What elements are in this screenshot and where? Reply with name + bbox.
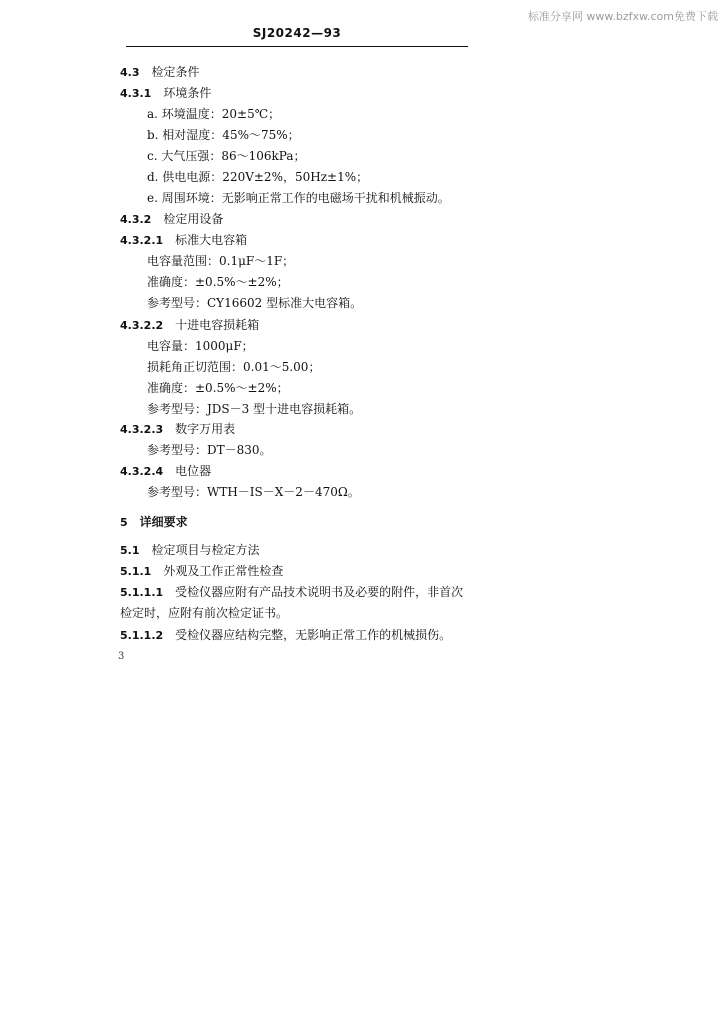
section-5	[120, 514, 188, 531]
loss-accuracy: 准确度：±0.5%～±2%；	[147, 381, 289, 395]
clause-text: 受检仪器应附有产品技术说明书及必要的附件，非首次	[175, 585, 464, 599]
section-number: 5	[120, 516, 128, 529]
section-4-3-2-1	[120, 232, 247, 249]
section-number: 4.3	[120, 66, 140, 79]
section-4-3-2	[120, 211, 223, 228]
section-title: 标准大电容箱	[175, 233, 248, 247]
env-item-e: e. 周围环境：无影响正常工作的电磁场干扰和机械振动。	[147, 191, 450, 205]
section-number: 5.1.1.1	[120, 586, 164, 599]
section-title: 数字万用表	[175, 422, 236, 436]
clause-5-1-1-2	[120, 627, 451, 644]
section-number: 4.3.2	[120, 213, 152, 226]
section-title: 检定条件	[151, 65, 200, 79]
loss-capacity: 电容量：1000μF；	[147, 339, 254, 353]
cap-range: 电容量范围：0.1μF～1F；	[147, 254, 295, 268]
pot-model: 参考型号：WTH－IS－X－2－470Ω。	[147, 485, 360, 499]
header-rule	[126, 46, 468, 47]
loss-model: 参考型号：JDS－3 型十进电容损耗箱。	[147, 402, 362, 416]
section-5-1	[120, 542, 260, 559]
section-number: 4.3.2.4	[120, 465, 164, 478]
page-header	[126, 26, 468, 47]
section-number: 5.1.1	[120, 565, 152, 578]
env-item-a: a. 环境温度：20±5℃；	[147, 107, 281, 121]
section-number: 4.3.1	[120, 87, 152, 100]
section-title: 电位器	[175, 464, 212, 478]
section-title: 详细要求	[139, 515, 188, 529]
section-5-1-1	[120, 563, 283, 580]
section-number: 5.1	[120, 544, 140, 557]
section-title: 十进电容损耗箱	[175, 318, 260, 332]
watermark: 标准分享网 www.bzfxw.com免费下载	[527, 10, 718, 23]
clause-5-1-1-1-continued: 检定时，应附有前次检定证书。	[120, 606, 289, 620]
section-4-3-2-2	[120, 317, 259, 334]
page-number: 3	[118, 651, 125, 662]
section-4-3-2-3	[120, 421, 235, 438]
env-item-d: d. 供电电源：220V±2%，50Hz±1%；	[147, 170, 369, 184]
section-number: 4.3.2.1	[120, 234, 164, 247]
section-number: 5.1.1.2	[120, 629, 164, 642]
loss-tangent-range: 损耗角正切范围：0.01～5.00；	[147, 360, 321, 374]
clause-5-1-1-1	[120, 584, 463, 601]
section-title: 外观及工作正常性检查	[163, 564, 284, 578]
section-title: 检定用设备	[163, 212, 224, 226]
section-title: 检定项目与检定方法	[151, 543, 260, 557]
meter-model: 参考型号：DT－830。	[147, 443, 272, 457]
section-4-3-2-4	[120, 463, 211, 480]
standard-code: SJ20242—93	[252, 26, 342, 40]
section-number: 4.3.2.2	[120, 319, 164, 332]
cap-model: 参考型号：CY16602 型标准大电容箱。	[147, 296, 363, 310]
clause-text: 受检仪器应结构完整，无影响正常工作的机械损伤。	[175, 628, 452, 642]
env-item-b: b. 相对湿度：45%～75%；	[147, 128, 300, 142]
section-number: 4.3.2.3	[120, 423, 164, 436]
section-4-3-1	[120, 85, 211, 102]
section-4-3	[120, 64, 200, 81]
env-item-c: c. 大气压强：86～106kPa；	[147, 149, 306, 163]
cap-accuracy: 准确度：±0.5%～±2%；	[147, 275, 289, 289]
section-title: 环境条件	[163, 86, 212, 100]
